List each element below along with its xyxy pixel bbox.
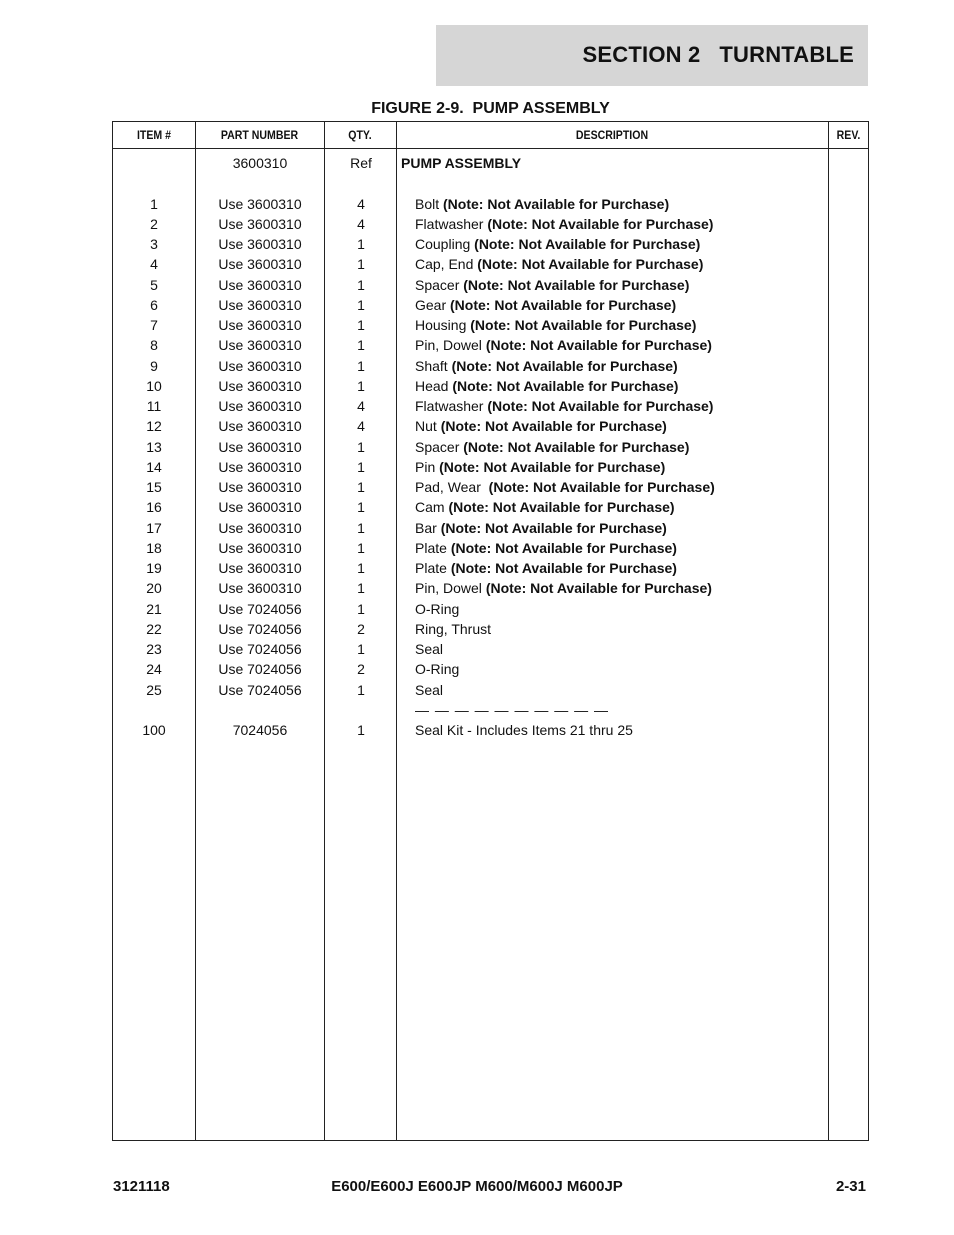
item-number: 19 — [146, 560, 162, 576]
purchase-note: (Note: Not Available for Purchase) — [474, 236, 701, 252]
page-number: 2-31 — [835, 1178, 866, 1195]
description-text: Nut — [415, 418, 441, 435]
item-number: 16 — [146, 499, 162, 516]
description-text: Flatwasher — [415, 215, 488, 232]
purchase-note: (Note: Not Available for Purchase) — [470, 317, 697, 333]
table-row — [113, 602, 868, 622]
table-row — [113, 561, 868, 581]
quantity: 1 — [357, 317, 365, 333]
description-text: O-Ring — [415, 600, 460, 617]
figure-title: FIGURE 2-9. PUMP ASSEMBLY — [371, 100, 610, 117]
table-row — [113, 521, 868, 541]
model-list: E600/E600J E600JP M600/M600J M600JP — [331, 1178, 623, 1195]
part-number: Use 3600310 — [218, 317, 302, 333]
table-row — [113, 278, 868, 298]
part-number: Use 3600310 — [218, 195, 302, 212]
purchase-note: (Note: Not Available for Purchase) — [440, 418, 667, 435]
description — [415, 642, 443, 657]
item-number: 5 — [150, 276, 158, 293]
quantity: 1 — [357, 357, 365, 374]
part-number: Use 3600310 — [218, 560, 302, 576]
table-row — [113, 683, 868, 703]
purchase-note: (Note: Not Available for Purchase) — [487, 398, 714, 414]
quantity: 1 — [357, 377, 365, 394]
assembly-part-number: 3600310 — [232, 155, 288, 171]
description — [415, 440, 689, 455]
table-row — [113, 237, 868, 257]
table-row — [113, 298, 868, 318]
purchase-note: (Note: Not Available for Purchase) — [463, 438, 690, 455]
table-row — [113, 318, 868, 338]
description — [415, 602, 459, 617]
description — [415, 338, 712, 353]
description-text: Seal — [415, 641, 444, 657]
column-header-part-number: PART NUMBER — [220, 128, 299, 142]
parts-table — [112, 121, 869, 1141]
item-number: 8 — [150, 337, 158, 354]
column-header-description: DESCRIPTION — [575, 128, 649, 142]
item-number: 22 — [146, 620, 162, 637]
part-number: Use 3600310 — [218, 377, 302, 394]
description — [415, 359, 678, 374]
item-number: 7 — [150, 317, 158, 333]
description-text: Coupling — [415, 236, 475, 252]
description-text: Gear — [415, 296, 451, 313]
item-number: 24 — [146, 661, 162, 678]
part-number: Use 3600310 — [218, 357, 302, 374]
table-row — [113, 217, 868, 237]
description-text: Housing — [415, 317, 471, 333]
quantity: 4 — [357, 418, 365, 435]
quantity: 2 — [357, 661, 365, 678]
table-row — [113, 440, 868, 460]
purchase-note: (Note: Not Available for Purchase) — [451, 357, 678, 374]
table-row — [113, 541, 868, 561]
part-number: Use 3600310 — [218, 418, 302, 435]
description — [415, 278, 689, 293]
part-number: Use 3600310 — [218, 438, 302, 455]
assembly-row — [113, 156, 868, 176]
description-text: Ring, Thrust — [415, 620, 491, 637]
purchase-note: (Note: Not Available for Purchase) — [452, 377, 679, 394]
purchase-note: (Note: Not Available for Purchase) — [477, 256, 704, 273]
description — [415, 379, 678, 394]
table-row — [113, 419, 868, 439]
description-text: Pin, Dowel — [415, 337, 486, 354]
quantity: 1 — [357, 560, 365, 576]
quantity: 1 — [357, 458, 365, 475]
description — [415, 197, 669, 212]
description — [415, 521, 667, 536]
section-title: SECTION 2 TURNTABLE — [582, 42, 854, 67]
purchase-note: (Note: Not Available for Purchase) — [488, 479, 715, 495]
part-number: Use 3600310 — [218, 236, 302, 252]
doc-number: 3121118 — [113, 1178, 170, 1195]
table-row — [113, 622, 868, 642]
description-text: Bar — [415, 519, 441, 536]
part-number: Use 7024056 — [218, 641, 302, 657]
purchase-note: (Note: Not Available for Purchase) — [485, 580, 712, 597]
table-row — [113, 581, 868, 601]
quantity: 4 — [357, 195, 365, 212]
item-number: 13 — [146, 438, 162, 455]
purchase-note: (Note: Not Available for Purchase) — [450, 560, 677, 576]
column-header-rev: REV. — [836, 128, 861, 142]
quantity: 1 — [357, 519, 365, 536]
description — [415, 561, 677, 576]
description — [415, 399, 713, 414]
item-number: 6 — [150, 296, 158, 313]
purchase-note: (Note: Not Available for Purchase) — [448, 499, 675, 516]
description — [415, 622, 491, 637]
part-number: Use 3600310 — [218, 398, 302, 414]
kit-item: 100 — [142, 722, 166, 738]
item-number: 9 — [150, 357, 158, 374]
table-row — [113, 500, 868, 520]
item-number: 25 — [146, 681, 162, 698]
table-row — [113, 662, 868, 682]
item-number: 11 — [146, 398, 162, 414]
item-number: 20 — [146, 580, 162, 597]
description — [415, 237, 700, 252]
table-row — [113, 197, 868, 217]
kit-row — [113, 723, 868, 743]
table-row — [113, 460, 868, 480]
part-number: Use 3600310 — [218, 215, 302, 232]
description — [415, 662, 459, 677]
divider-row — [113, 703, 868, 723]
quantity: 1 — [357, 337, 365, 354]
part-number: Use 7024056 — [218, 681, 302, 698]
quantity: 1 — [357, 539, 365, 556]
kit-part-number: 7024056 — [232, 722, 288, 738]
description-text: Seal — [415, 681, 444, 698]
description — [415, 257, 703, 272]
table-row — [113, 359, 868, 379]
description — [415, 500, 675, 515]
purchase-note: (Note: Not Available for Purchase) — [485, 337, 712, 354]
part-number: Use 3600310 — [218, 256, 302, 273]
description-text: Bolt — [415, 195, 444, 212]
purchase-note: (Note: Not Available for Purchase) — [439, 458, 666, 475]
purchase-note: (Note: Not Available for Purchase) — [450, 539, 677, 556]
part-number: Use 3600310 — [218, 458, 302, 475]
quantity: 1 — [357, 479, 365, 495]
table-row — [113, 399, 868, 419]
table-body — [113, 156, 868, 743]
quantity: 1 — [357, 296, 365, 313]
quantity: 1 — [357, 641, 365, 657]
part-number: Use 3600310 — [218, 580, 302, 597]
quantity: 1 — [357, 499, 365, 516]
table-row — [113, 338, 868, 358]
kit-qty: 1 — [357, 722, 365, 738]
column-header-qty: QTY. — [348, 128, 372, 142]
description-text: Head — [415, 377, 453, 394]
description-text: Plate — [415, 560, 451, 576]
item-number: 15 — [146, 479, 162, 495]
item-number: 10 — [146, 377, 162, 394]
quantity: 4 — [357, 215, 365, 232]
part-number: Use 3600310 — [218, 499, 302, 516]
description-text: Shaft — [415, 357, 452, 374]
table-row — [113, 480, 868, 500]
quantity: 1 — [357, 681, 365, 698]
description-text: Spacer — [415, 276, 464, 293]
quantity: 1 — [357, 438, 365, 455]
item-number: 18 — [146, 539, 162, 556]
assembly-description: PUMP ASSEMBLY — [401, 155, 522, 171]
list-divider: — — — — — — — — — — — [415, 701, 610, 718]
description-text: Cam — [415, 499, 449, 516]
part-number: Use 3600310 — [218, 519, 302, 536]
description — [415, 318, 696, 333]
description — [415, 217, 713, 232]
description-text: O-Ring — [415, 661, 460, 678]
item-number: 2 — [150, 215, 158, 232]
description — [415, 460, 665, 475]
item-number: 1 — [150, 195, 158, 212]
item-number: 3 — [150, 236, 158, 252]
quantity: 2 — [357, 620, 365, 637]
part-number: Use 7024056 — [218, 600, 302, 617]
header-divider — [113, 148, 868, 149]
assembly-qty: Ref — [350, 155, 372, 171]
description — [415, 419, 667, 434]
description-text: Plate — [415, 539, 451, 556]
part-number: Use 3600310 — [218, 479, 302, 495]
part-number: Use 7024056 — [218, 661, 302, 678]
description — [415, 683, 443, 698]
part-number: Use 3600310 — [218, 337, 302, 354]
quantity: 4 — [357, 398, 365, 414]
table-row — [113, 379, 868, 399]
item-number: 14 — [146, 458, 162, 475]
item-number: 21 — [146, 600, 162, 617]
purchase-note: (Note: Not Available for Purchase) — [440, 519, 667, 536]
item-number: 4 — [150, 256, 158, 273]
description-text: Flatwasher — [415, 398, 488, 414]
description-text: Cap, End — [415, 256, 478, 273]
purchase-note: (Note: Not Available for Purchase) — [463, 276, 690, 293]
spacer-row — [113, 176, 868, 196]
quantity: 1 — [357, 276, 365, 293]
description — [415, 541, 677, 556]
item-number: 23 — [146, 641, 162, 657]
purchase-note: (Note: Not Available for Purchase) — [487, 215, 714, 232]
description-text: Spacer — [415, 438, 464, 455]
item-number: 17 — [146, 519, 162, 536]
section-banner — [436, 25, 868, 86]
part-number: Use 3600310 — [218, 276, 302, 293]
purchase-note: (Note: Not Available for Purchase) — [443, 195, 670, 212]
description — [415, 298, 676, 313]
quantity: 1 — [357, 600, 365, 617]
description-text: Pin, Dowel — [415, 580, 486, 597]
description-text: Pin — [415, 458, 440, 475]
kit-description: Seal Kit - Includes Items 21 thru 25 — [415, 722, 633, 738]
column-header-item: ITEM # — [136, 128, 172, 142]
description — [415, 581, 712, 596]
description-text: Pad, Wear — [415, 479, 489, 495]
quantity: 1 — [357, 236, 365, 252]
description — [415, 480, 715, 495]
purchase-note: (Note: Not Available for Purchase) — [450, 296, 677, 313]
quantity: 1 — [357, 580, 365, 597]
table-row — [113, 257, 868, 277]
item-number: 12 — [146, 418, 162, 435]
table-row — [113, 642, 868, 662]
part-number: Use 3600310 — [218, 539, 302, 556]
item-rows — [113, 197, 868, 703]
quantity: 1 — [357, 256, 365, 273]
part-number: Use 3600310 — [218, 296, 302, 313]
part-number: Use 7024056 — [218, 620, 302, 637]
